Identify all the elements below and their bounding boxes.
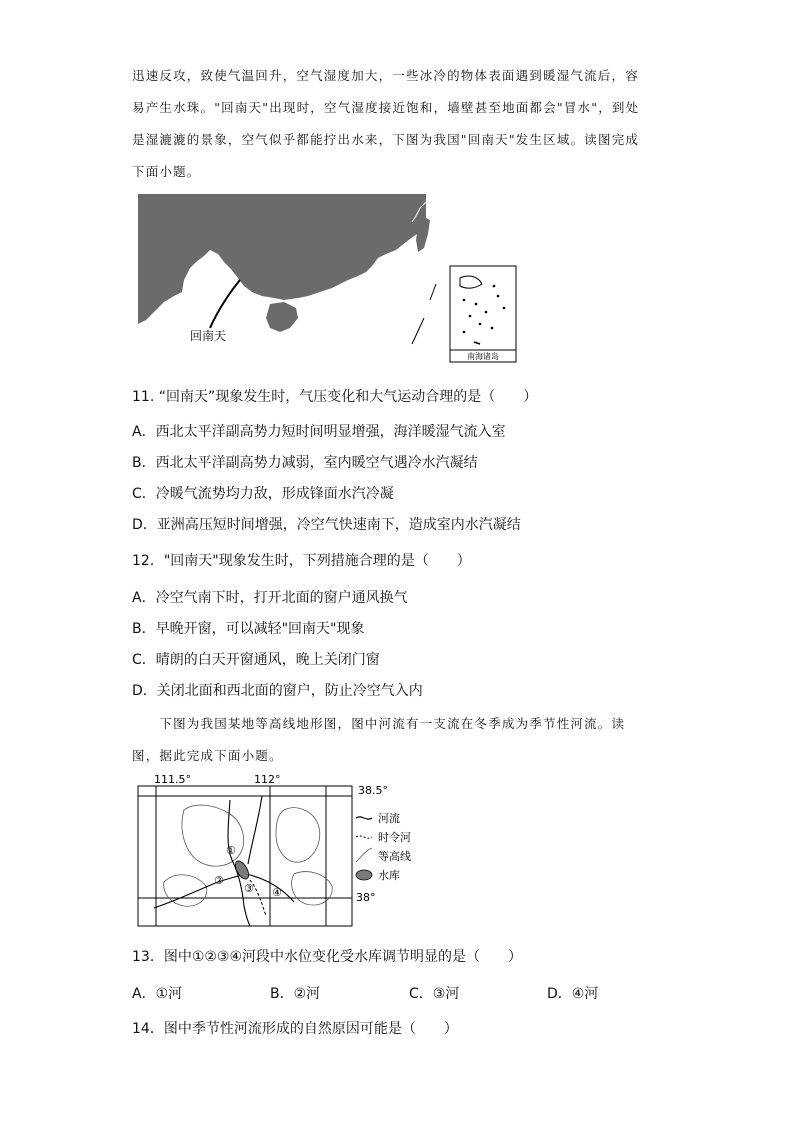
marker-2: ② xyxy=(214,874,224,887)
question-12-option-c[interactable]: C．晴朗的白天开窗通风，晚上关闭门窗 xyxy=(132,652,380,668)
intro-line: 是湿漉漉的景象，空气似乎都能拧出水来，下图为我国"回南天"发生区域。读图完成 xyxy=(132,132,640,147)
question-13-option-d[interactable]: D．④河 xyxy=(547,986,599,1002)
question-11-option-d[interactable]: D．亚洲高压短时间增强，冷空气快速南下，造成室内水汽凝结 xyxy=(132,517,521,533)
question-13-option-b[interactable]: B．②河 xyxy=(270,986,321,1002)
intro-paragraph xyxy=(132,60,662,188)
lon-left-label: 111.5° xyxy=(154,773,191,786)
question-12-option-d[interactable]: D．关闭北面和西北面的窗户，防止冷空气入内 xyxy=(132,683,423,699)
contour-map xyxy=(134,770,434,930)
question-11-option-a[interactable]: A．西北太平洋副高势力短时间明显增强，海洋暖湿气流入室 xyxy=(132,424,506,440)
marker-1: ① xyxy=(226,844,236,857)
question-14-stem: 14．图中季节性河流形成的自然原因可能是（ ） xyxy=(132,1021,458,1037)
legend-river: 河流 xyxy=(378,812,400,825)
question-12-option-a[interactable]: A．冷空气南下时，打开北面的窗户通风换气 xyxy=(132,590,408,606)
inset-label: 南海诸岛 xyxy=(467,352,499,361)
lon-right-label: 112° xyxy=(254,773,281,786)
marker-3: ③ xyxy=(244,882,254,895)
question-13-option-c[interactable]: C．③河 xyxy=(409,986,460,1002)
lat-top-label: 38.5° xyxy=(358,784,388,797)
question-12-stem: 12．"回南天"现象发生时，下列措施合理的是（ ） xyxy=(132,553,471,569)
map2-legend xyxy=(356,811,411,882)
lat-bottom-label: 38° xyxy=(356,891,376,904)
intro-line: 迅速反攻，致使气温回升，空气湿度加大，一些冰冷的物体表面遇到暖湿气流后，容 xyxy=(132,68,639,83)
marker-4: ④ xyxy=(272,886,282,899)
question-11-stem: 11. “回南天”现象发生时，气压变化和大气运动合理的是（ ） xyxy=(132,389,538,405)
question-13-option-a[interactable]: A．①河 xyxy=(132,986,183,1002)
question-11-option-b[interactable]: B．西北太平洋副高势力减弱，室内暖空气遇冷水汽凝结 xyxy=(132,455,478,471)
intro-line: 易产生水珠。"回南天"出现时，空气湿度接近饱和，墙壁甚至地面都会"冒水"，到处 xyxy=(132,100,640,115)
intro-line: 下面小题。 xyxy=(132,164,201,179)
intro2-paragraph xyxy=(132,708,662,772)
legend-contour: 等高线 xyxy=(378,850,411,863)
huinantian-region-map xyxy=(134,192,528,368)
question-11-option-c[interactable]: C．冷暖气流势均力敌，形成锋面水汽冷凝 xyxy=(132,486,394,502)
intro2-line: 下图为我国某地等高线地形图，图中河流有一支流在冬季成为季节性河流。读 xyxy=(132,716,626,731)
legend-reservoir: 水库 xyxy=(378,869,400,882)
intro2-line: 图，据此完成下面小题。 xyxy=(132,748,283,763)
question-12-option-b[interactable]: B．早晚开窗，可以减轻"回南天"现象 xyxy=(132,621,365,637)
legend-seasonal-river: 时令河 xyxy=(378,831,411,844)
map1-label: 回南天 xyxy=(190,329,227,343)
question-13-stem: 13．图中①②③④河段中水位变化受水库调节明显的是（ ） xyxy=(132,949,523,965)
inset-south-china-sea xyxy=(450,266,516,362)
